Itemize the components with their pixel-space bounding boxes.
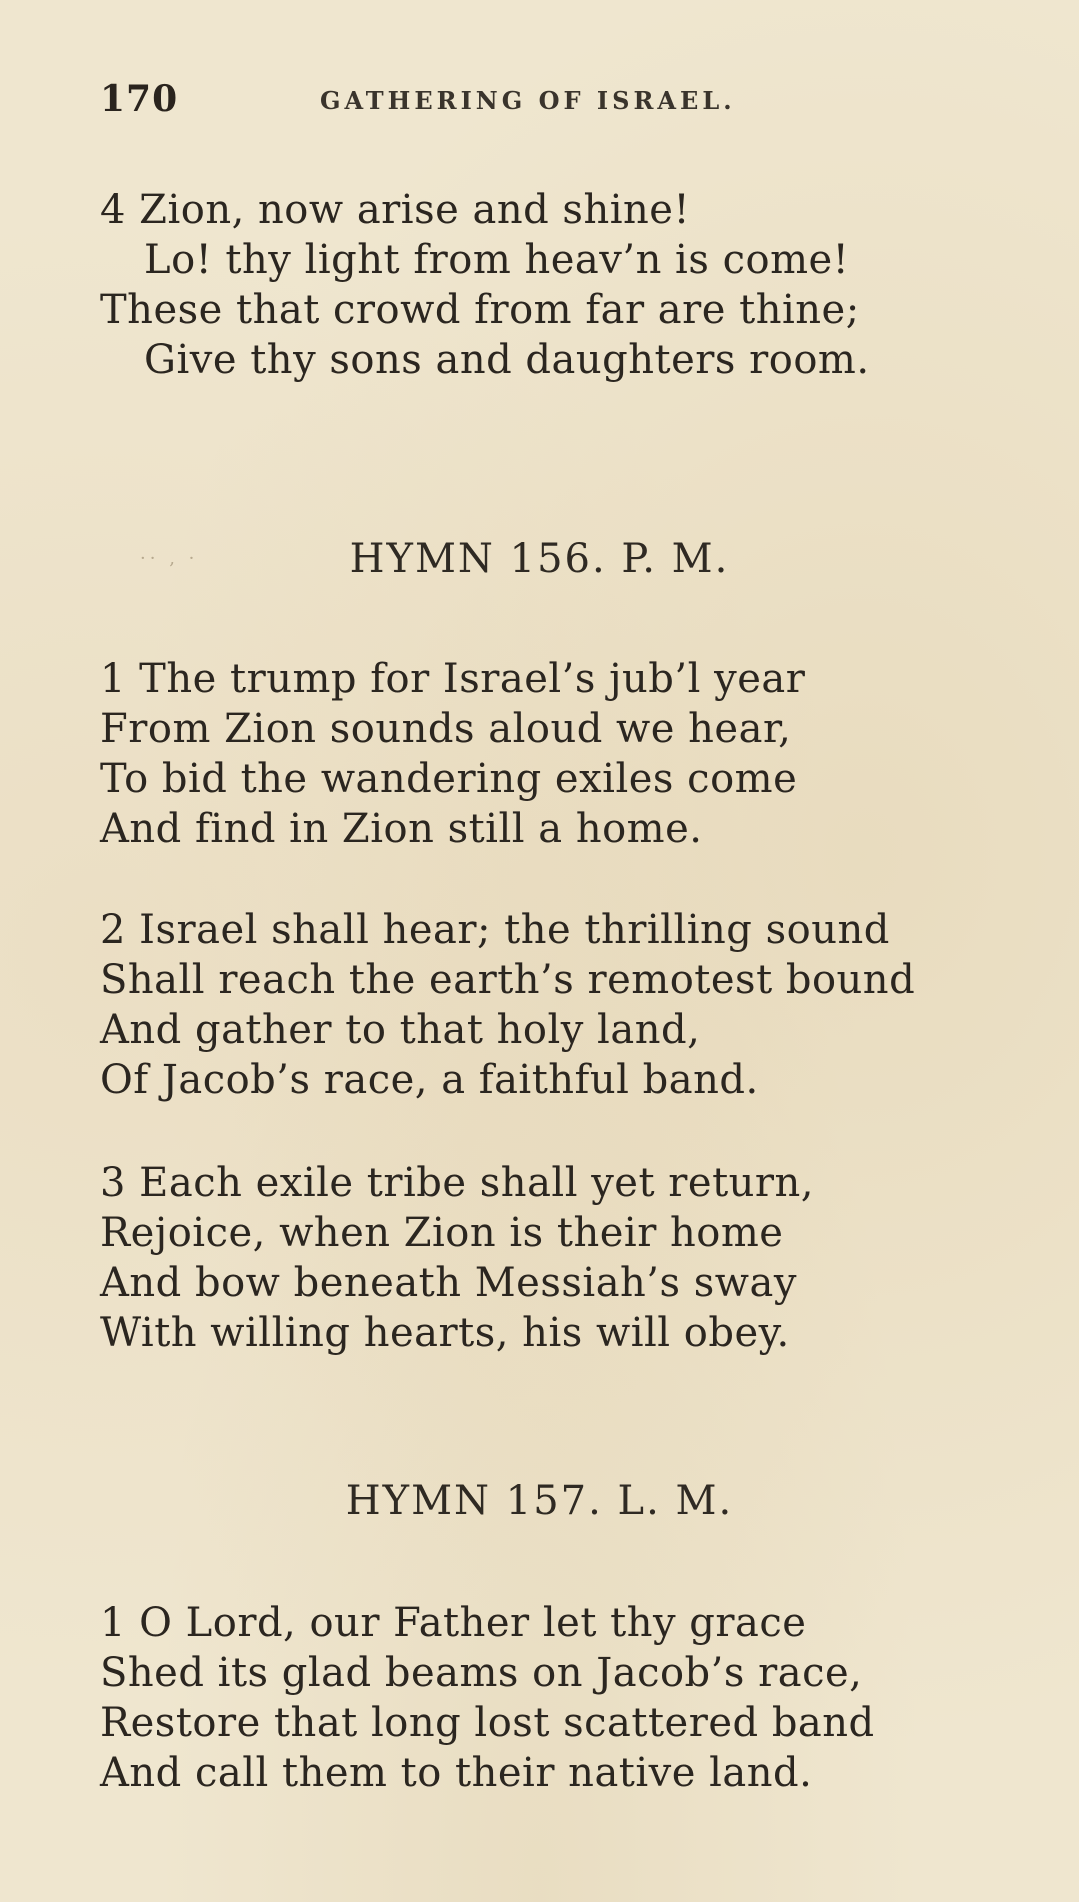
- verse-line: Shed its glad beams on Jacob’s race,: [100, 1650, 863, 1696]
- verse-line: These that crowd from far are thine;: [100, 287, 860, 333]
- stanza-4: [100, 185, 1020, 385]
- verse-line: And call them to their native land.: [100, 1750, 813, 1796]
- page-header: [100, 78, 860, 128]
- running-title: GATHERING OF ISRAEL.: [320, 86, 736, 115]
- verse-line: With willing hearts, his will obey.: [100, 1310, 790, 1356]
- hymn-157-stanza-1: [100, 1598, 1020, 1798]
- verse-line: Shall reach the earth’s remotest bound: [100, 957, 916, 1003]
- hymn-156-stanza-1: [100, 654, 1020, 854]
- verse-line: From Zion sounds aloud we hear,: [100, 706, 792, 752]
- verse-line: 3 Each exile tribe shall yet return,: [100, 1160, 814, 1206]
- hymn-157-title: HYMN 157. L. M.: [345, 1478, 734, 1524]
- verse-line: 2 Israel shall hear; the thrilling sound: [100, 907, 890, 953]
- verse-line: To bid the wandering exiles come: [100, 756, 798, 802]
- verse-line: Rejoice, when Zion is their home: [100, 1210, 784, 1256]
- verse-line: Of Jacob’s race, a faithful band.: [100, 1057, 759, 1103]
- hymn-156-title: HYMN 156. P. M.: [349, 536, 730, 582]
- hymn-156-stanza-3: [100, 1158, 1020, 1358]
- verse-line: Give thy sons and daughters room.: [144, 337, 870, 383]
- verse-line: Restore that long lost scattered band: [100, 1700, 875, 1746]
- hymn-156-stanza-2: [100, 905, 1020, 1105]
- verse-line: 1 The trump for Israel’s jub’l year: [100, 656, 806, 702]
- verse-line: And gather to that holy land,: [100, 1007, 701, 1053]
- page-number: 170: [100, 78, 179, 120]
- verse-line: 1 O Lord, our Father let thy grace: [100, 1600, 807, 1646]
- verse-line: 4 Zion, now arise and shine!: [100, 187, 691, 233]
- verse-line: And bow beneath Messiah’s sway: [100, 1260, 797, 1306]
- ink-smudge-ornament: ·· ‚ ·: [140, 548, 199, 569]
- verse-line: And find in Zion still a home.: [100, 806, 703, 852]
- verse-line: Lo! thy light from heav’n is come!: [144, 237, 850, 283]
